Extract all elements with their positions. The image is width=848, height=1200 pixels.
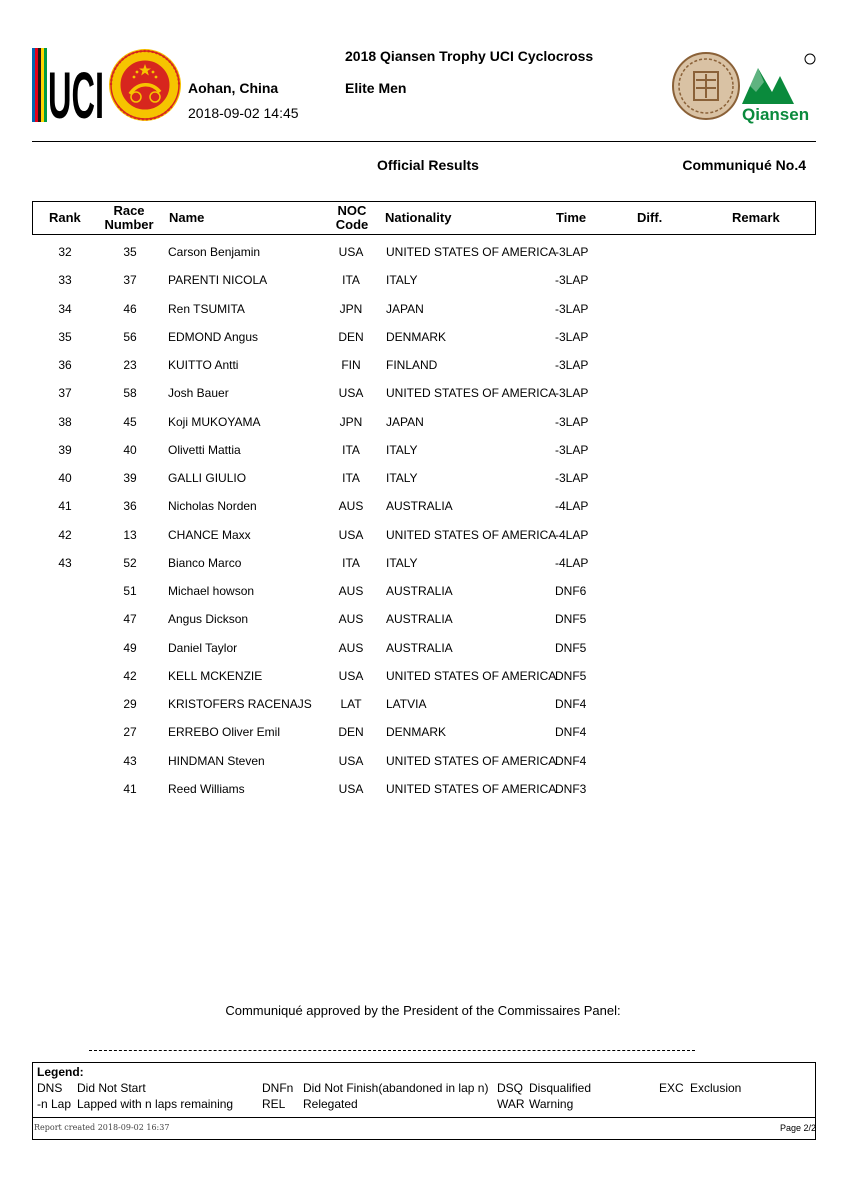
cell-nationality: UNITED STATES OF AMERICA [386,386,557,401]
cell-time: DNF4 [555,753,587,768]
cell-name: Nicholas Norden [168,499,257,514]
cell-noc-code: USA [338,753,364,768]
cell-race-number: 41 [123,781,137,796]
cell-name: Reed Williams [168,781,245,796]
cell-noc-code: FIN [341,358,361,372]
cell-nationality: FINLAND [386,358,438,372]
col-noc-line1: NOC [337,203,367,218]
table-row [32,747,816,775]
cell-nationality: ITALY [386,471,418,485]
cell-race-number: 47 [123,612,137,627]
cell-name: Koji MUKOYAMA [168,414,261,429]
col-time: Time [556,210,587,225]
cell-time: DNF3 [555,781,587,796]
cell-nationality: UNITED STATES OF AMERICA [386,245,557,259]
legend-code-rel: REL [262,1097,286,1111]
table-row [32,521,816,549]
cell-time: DNF5 [555,668,587,683]
cell-race-number: 35 [123,245,137,259]
cell-name: CHANCE Maxx [168,527,251,542]
cell-race-number: 49 [123,640,137,655]
cell-time: -3LAP [555,386,589,401]
cell-race-number: 39 [123,471,137,485]
cell-name: Josh Bauer [168,386,229,401]
page-number: Page 2/2 [779,1123,816,1133]
cell-race-number: 45 [123,414,137,429]
cell-noc-code: LAT [340,697,362,711]
table-row [32,436,816,464]
cell-nationality: DENMARK [386,329,447,344]
cell-race-number: 58 [123,386,137,401]
event-title: 2018 Qiansen Trophy UCI Cyclocross [345,48,594,64]
col-race-number [99,204,159,232]
cell-nationality: AUSTRALIA [386,640,453,655]
cell-noc-code: USA [338,245,364,259]
cell-race-number: 27 [123,725,137,740]
cell-name: Carson Benjamin [168,245,261,259]
cell-nationality: UNITED STATES OF AMERICA [386,781,557,796]
cell-time: -4LAP [555,499,589,514]
cell-nationality: AUSTRALIA [386,612,453,627]
table-row [32,266,816,294]
cell-rank: 34 [58,301,72,316]
cell-rank: 37 [58,386,72,401]
cell-name: Angus Dickson [168,612,249,627]
signature-line [89,1050,695,1051]
table-row [32,351,816,379]
cell-nationality: DENMARK [386,725,447,740]
cell-race-number: 46 [123,301,137,316]
event-category: Elite Men [345,80,407,96]
table-row [32,605,816,633]
cell-race-number: 29 [123,697,137,711]
col-diff: Diff. [637,210,663,225]
col-nationality: Nationality [385,210,452,225]
cell-noc-code: ITA [342,555,360,570]
cell-noc-code: ITA [342,471,360,485]
cell-rank: 36 [58,358,72,372]
cell-noc-code: ITA [342,442,360,457]
col-race-number-line1: Race [113,203,145,218]
cell-nationality: AUSTRALIA [386,499,453,514]
table-row [32,577,816,605]
cell-name: Michael howson [168,584,255,598]
cell-nationality: AUSTRALIA [386,584,453,598]
cell-noc-code: AUS [338,584,364,598]
col-race-number-line2: Number [104,217,154,232]
cell-time: DNF6 [555,584,587,598]
cell-noc-code: USA [338,781,364,796]
legend-desc-war: Warning [529,1097,574,1111]
cell-nationality: JAPAN [386,414,424,429]
legend-code-dsq: DSQ [497,1081,524,1095]
cell-nationality: UNITED STATES OF AMERICA [386,753,557,768]
qiansen-logo [672,48,820,124]
cell-name: ERREBO Oliver Emil [168,725,281,740]
table-row [32,634,816,662]
cell-noc-code: DEN [338,329,364,344]
cell-race-number: 56 [123,329,137,344]
cell-rank: 38 [58,414,72,429]
cell-time: -3LAP [555,442,589,457]
report-created: Report created 2018-09-02 16:37 [34,1123,170,1132]
cell-name: Bianco Marco [168,555,242,570]
cell-rank: 35 [58,329,72,344]
cell-name: KELL MCKENZIE [168,668,263,683]
col-name: Name [169,210,205,225]
cell-time: -3LAP [555,273,589,288]
cell-nationality: UNITED STATES OF AMERICA [386,527,557,542]
cell-rank: 41 [58,499,72,514]
cell-rank: 33 [58,273,72,288]
cell-noc-code: JPN [339,301,363,316]
cell-nationality: ITALY [386,442,418,457]
table-row [32,323,816,351]
cell-name: EDMOND Angus [168,329,259,344]
table-row [32,662,816,690]
cell-time: DNF5 [555,612,587,627]
table-row [32,718,816,746]
cell-race-number: 37 [123,273,137,288]
cycling-association-seal [108,48,182,122]
cell-rank: 39 [58,442,72,457]
svg-text:Qiansen: Qiansen [742,105,810,124]
col-noc-code [331,204,373,232]
cell-nationality: LATVIA [386,697,427,711]
legend-desc-dns: Did Not Start [77,1081,146,1095]
legend-desc-dnfn: Did Not Finish(abandoned in lap n) [303,1081,489,1095]
legend-desc-dsq: Disqualified [529,1081,592,1095]
communique-number: Communiqué No.4 [682,157,806,173]
cell-name: Ren TSUMITA [168,301,245,316]
cell-time: -3LAP [555,329,589,344]
cell-noc-code: AUS [338,499,364,514]
col-rank: Rank [49,210,81,225]
cell-time: DNF4 [555,725,587,740]
cell-race-number: 13 [123,527,137,542]
cell-nationality: ITALY [386,273,418,288]
cell-rank: 42 [58,527,72,542]
event-location: Aohan, China [188,80,279,96]
cell-noc-code: AUS [338,640,364,655]
cell-race-number: 36 [123,499,137,514]
cell-nationality: UNITED STATES OF AMERICA [386,668,557,683]
cell-time: -3LAP [555,414,589,429]
legend-code-dnfn: DNFn [262,1081,294,1095]
cell-name: Olivetti Mattia [168,442,241,457]
legend-desc-nlap: Lapped with n laps remaining [77,1097,234,1111]
cell-name: KRISTOFERS RACENAJS [168,697,312,711]
table-row [32,549,816,577]
cell-name: Daniel Taylor [168,640,238,655]
cell-time: DNF5 [555,640,587,655]
col-remark: Remark [732,210,780,225]
cell-time: -3LAP [555,358,589,372]
cell-time: -3LAP [555,471,589,485]
results-table-body [32,238,816,803]
cell-name: KUITTO Antti [168,358,239,372]
cell-race-number: 51 [123,584,137,598]
legend-desc-exc: Exclusion [690,1081,742,1095]
cell-rank: 43 [58,555,72,570]
cell-race-number: 42 [123,668,137,683]
table-row [32,379,816,407]
table-row [32,690,816,718]
cell-time: DNF4 [555,697,587,711]
table-row [32,775,816,803]
cell-race-number: 23 [123,358,137,372]
cell-time: -3LAP [555,301,589,316]
uci-logo [32,48,106,132]
cell-noc-code: JPN [339,414,363,429]
cell-noc-code: USA [338,527,364,542]
approval-statement: Communiqué approved by the President of the Commissaires Panel: [225,1003,621,1018]
legend-title: Legend: [37,1065,84,1079]
col-noc-line2: Code [335,217,369,232]
cell-nationality: JAPAN [386,301,424,316]
cell-name: PARENTI NICOLA [168,273,268,288]
footer-divider [32,1117,816,1118]
cell-time: -3LAP [555,245,589,259]
cell-noc-code: DEN [338,725,364,740]
legend-code-war: WAR [497,1097,525,1111]
cell-noc-code: AUS [338,612,364,627]
results-title: Official Results [377,157,479,173]
legend-code-dns: DNS [37,1081,63,1095]
cell-race-number: 43 [123,753,137,768]
table-row [32,492,816,520]
table-row [32,295,816,323]
cell-noc-code: ITA [342,273,360,288]
cell-name: HINDMAN Steven [168,753,265,768]
cell-time: -4LAP [555,527,589,542]
cell-noc-code: USA [338,668,364,683]
event-datetime: 2018-09-02 14:45 [188,105,299,121]
cell-nationality: ITALY [386,555,418,570]
legend-code-nlap: -n Lap [37,1097,72,1111]
header-divider [32,141,816,142]
legend-code-exc: EXC [659,1081,684,1095]
legend-desc-rel: Relegated [303,1097,358,1111]
results-table-header [32,201,816,235]
table-row [32,464,816,492]
svg-text:UCI: UCI [48,58,104,132]
cell-noc-code: USA [338,386,364,401]
cell-time: -4LAP [555,555,589,570]
cell-rank: 40 [58,471,72,485]
table-row [32,408,816,436]
cell-race-number: 40 [123,442,137,457]
cell-race-number: 52 [123,555,137,570]
cell-name: GALLI GIULIO [168,471,247,485]
cell-rank: 32 [58,245,72,259]
table-row [32,238,816,266]
